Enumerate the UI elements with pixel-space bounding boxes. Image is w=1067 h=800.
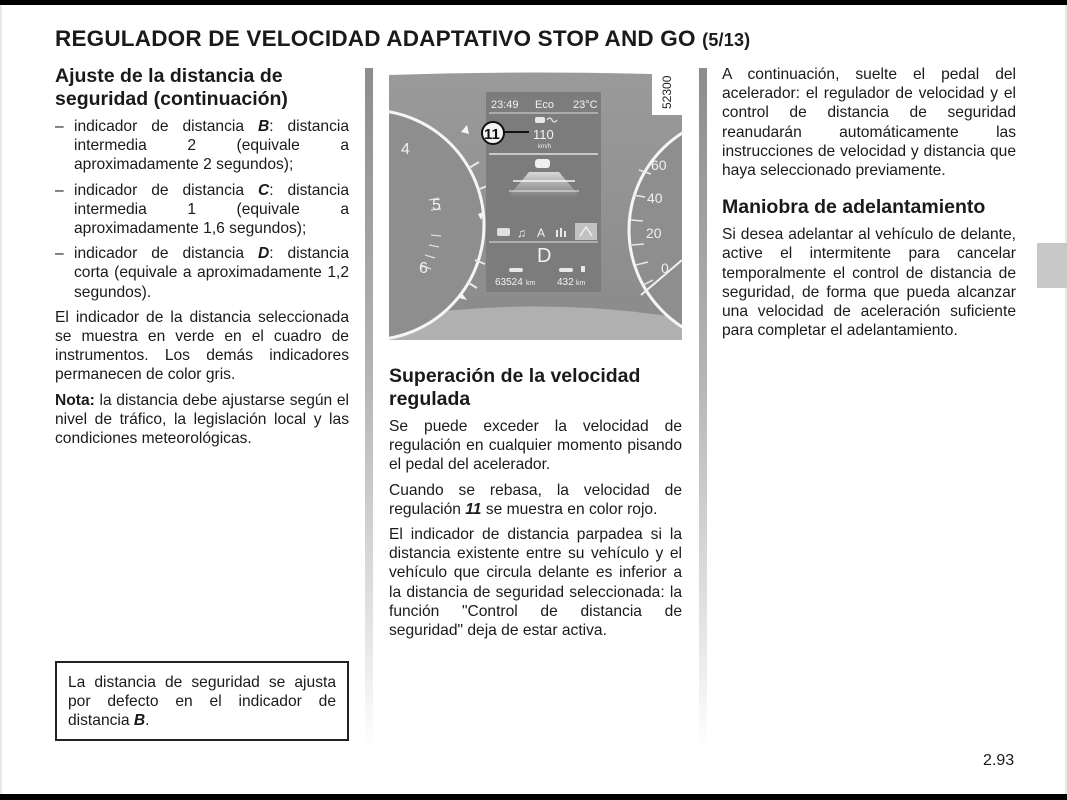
notice-text-part: La distancia de seguridad se ajusta por defecto en el indicador de distancia [68, 674, 336, 730]
set-speed-unit: km/h [538, 144, 552, 150]
instrument-cluster-illustration [389, 70, 682, 360]
set-speed-value: 110 [533, 127, 554, 142]
speed-label: 0 [661, 260, 669, 276]
page-number: 2.93 [983, 752, 1015, 769]
distance-indicator-list [55, 117, 349, 302]
column-divider [365, 68, 373, 748]
manual-page [0, 5, 1067, 794]
dash-bullet: – [55, 181, 64, 199]
dash-bullet: – [55, 245, 64, 263]
paragraph-red-speed [389, 481, 682, 519]
title-text: REGULADOR DE VELOCIDAD ADAPTATIVO STOP AND GO [55, 26, 696, 51]
dash-bullet: – [55, 118, 64, 135]
range-unit: km [576, 280, 586, 287]
paragraph-overtaking: Si desea adelantar al vehículo de delante, active el intermitente para cancelar temporalmente el control de distancia de seguridad, de forma que pueda alcanzar una velocidad de aceleración suficiente para completar el adelantamiento. [722, 226, 1016, 340]
vehicle-menu-icon [497, 228, 510, 236]
outside-temperature: 23°C [573, 99, 598, 111]
callout-reference: 11 [465, 500, 482, 518]
notice-text-part: . [145, 712, 150, 730]
paragraph-exceed-speed: Se puede exceder la velocidad de regulación en cualquier momento pisando el pedal del acelerador. [389, 418, 682, 474]
indicator-letter: B [133, 712, 146, 730]
speed-label: 20 [646, 225, 662, 241]
range-car-icon [559, 268, 573, 272]
notice-text [68, 673, 336, 731]
paragraph-release-pedal: A continuación, suelte el pedal del acelerador: el regulador de velocidad y el control de distancia de seguridad reanudarán automáticamente las instrucciones de velocidad y distancia que haya seleccionado previamente. [722, 66, 1016, 180]
list-item [55, 181, 349, 239]
tach-label: 5 [432, 197, 441, 214]
paragraph-note [55, 391, 349, 449]
title-part-indicator: (5/13) [702, 30, 751, 50]
section-heading-speed-override: Superación de la velocidad regulada [389, 365, 641, 410]
range-value: 432 [557, 277, 574, 288]
speed-label: 40 [647, 190, 663, 206]
list-text: : distancia intermedia 1 (equivale a aproximadamente 1,6 segundos); [74, 181, 349, 238]
odometer-value: 63524 [495, 277, 523, 288]
lead-vehicle-icon [535, 159, 550, 168]
note-label: Nota: [55, 391, 95, 409]
list-text: : distancia corta (equivale a aproximadamente 1,2 segundos). [74, 245, 349, 301]
column-left [55, 65, 349, 454]
music-menu-icon: ♫ [517, 226, 526, 240]
list-text: indicador de distancia [74, 245, 258, 263]
list-item [55, 117, 349, 175]
indicator-letter: C [257, 181, 270, 199]
list-item [55, 244, 349, 302]
column-divider [699, 68, 707, 748]
chapter-tab [1037, 243, 1067, 288]
section-heading-overtaking: Maniobra de adelantamiento [722, 196, 986, 219]
clock: 23:49 [491, 99, 519, 111]
odometer-car-icon [509, 268, 523, 272]
tach-label: 4 [401, 141, 410, 158]
note-text: la distancia debe ajustarse según el nivel de tráfico, la legislación local y las condiciones meteorológicas. [55, 391, 349, 448]
list-text: indicador de distancia [74, 118, 258, 135]
indicator-letter: D [257, 245, 270, 263]
column-middle [389, 365, 682, 646]
fuel-icon [581, 266, 585, 272]
cluster-drawing [389, 70, 682, 360]
tach-label: 6 [419, 260, 428, 277]
list-text: : distancia intermedia 2 (equivale a aproximadamente 2 segundos); [74, 118, 349, 174]
gear-indicator: D [537, 245, 552, 267]
driving-assist-menu-icon-selected [575, 223, 597, 240]
figure-code: 52300 [652, 70, 682, 115]
indicator-letter: B [257, 118, 270, 135]
paragraph-indicator-color: El indicador de la distancia seleccionada se muestra en verde en el cuadro de instrumentos. Los demás indicadores permanecen de color gris. [55, 308, 349, 384]
column-right [722, 65, 1016, 346]
page-title [55, 26, 750, 52]
section-heading-distance: Ajuste de la distancia de seguridad (continuación) [55, 65, 288, 110]
paragraph-text: se muestra en color rojo. [481, 500, 658, 518]
drive-mode: Eco [535, 99, 554, 111]
list-text: indicador de distancia [74, 181, 258, 199]
paragraph-text: Cuando se rebasa, la velocidad de regulación [389, 481, 682, 518]
paragraph-distance-blink: El indicador de distancia parpadea si la distancia existente entre su vehículo y el vehículo que circula delante es inferior a la distancia de seguridad seleccionada: la función "Control de distancia de seguridad" deja de estar activa. [389, 526, 682, 640]
default-distance-notice-box [55, 661, 349, 741]
cluster-display [486, 92, 601, 292]
navigation-menu-icon: A [537, 226, 546, 240]
callout-number: 11 [484, 126, 500, 143]
odometer-unit: km [526, 280, 536, 287]
speed-label: 60 [651, 157, 667, 173]
